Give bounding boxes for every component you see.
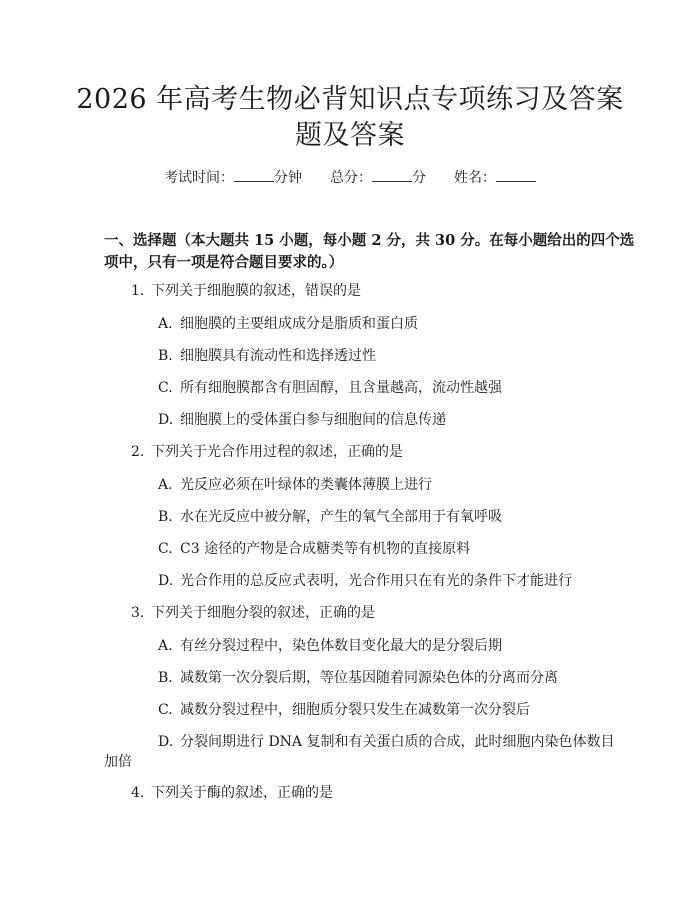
option-text: 有丝分裂过程中，染色体数目变化最大的是分裂后期 bbox=[180, 638, 502, 654]
q1-option-a bbox=[158, 314, 418, 334]
option-letter: C. bbox=[158, 380, 173, 396]
q1-option-d bbox=[158, 410, 446, 430]
question-number: 1. bbox=[131, 283, 145, 299]
q3-option-a bbox=[158, 636, 502, 656]
option-text: 分裂间期进行 DNA 复制和有关蛋白质的合成，此时细胞内染色体数目 bbox=[180, 734, 615, 750]
question-4 bbox=[131, 783, 333, 803]
q3-option-b bbox=[158, 668, 558, 688]
page-title-line1: 2026 年高考生物必背知识点专项练习及答案 bbox=[76, 84, 624, 115]
q3-option-c bbox=[158, 700, 530, 720]
time-label: 考试时间： bbox=[164, 170, 234, 186]
score-unit: 分 bbox=[412, 170, 426, 186]
q1-option-b bbox=[158, 346, 376, 366]
option-text: 细胞膜具有流动性和选择透过性 bbox=[180, 348, 376, 364]
option-letter: A. bbox=[158, 316, 173, 332]
option-text: 所有细胞膜都含有胆固醇，且含量越高，流动性越强 bbox=[180, 380, 502, 396]
q1-option-c bbox=[158, 378, 502, 398]
question-2 bbox=[131, 442, 403, 462]
option-letter: D. bbox=[158, 734, 174, 750]
time-unit: 分钟 bbox=[274, 170, 302, 186]
option-letter: A. bbox=[158, 477, 173, 493]
option-letter: B. bbox=[158, 509, 173, 525]
option-letter: A. bbox=[158, 638, 173, 654]
section-heading bbox=[104, 230, 635, 274]
option-text: 光合作用的总反应式表明，光合作用只在有光的条件下才能进行 bbox=[180, 573, 572, 589]
question-stem: 下列关于光合作用过程的叙述，正确的是 bbox=[151, 444, 403, 460]
time-blank bbox=[234, 167, 274, 182]
q3-option-d-wrap: 加倍 bbox=[104, 754, 132, 770]
question-stem: 下列关于细胞分裂的叙述，正确的是 bbox=[151, 605, 375, 621]
question-stem: 下列关于酶的叙述，正确的是 bbox=[151, 785, 333, 801]
option-letter: D. bbox=[158, 412, 174, 428]
section-heading-line1: 一、选择题（本大题共 15 小题，每小题 2 分，共 30 分。在每小题给出的四个选 bbox=[104, 232, 635, 249]
question-3 bbox=[131, 603, 375, 623]
question-number: 3. bbox=[131, 605, 145, 621]
exam-meta-row bbox=[0, 167, 700, 188]
option-text: 光反应必须在叶绿体的类囊体薄膜上进行 bbox=[180, 477, 432, 493]
page-title-line2: 题及答案 bbox=[295, 120, 405, 151]
option-text: 减数第一次分裂后期，等位基因随着同源染色体的分离而分离 bbox=[180, 670, 558, 686]
question-number: 2. bbox=[131, 444, 145, 460]
q2-option-c bbox=[158, 539, 470, 559]
q2-option-a bbox=[158, 475, 432, 495]
question-number: 4. bbox=[131, 785, 145, 801]
option-letter: C. bbox=[158, 541, 173, 557]
option-letter: D. bbox=[158, 573, 174, 589]
q3-option-d bbox=[158, 732, 614, 752]
name-label: 姓名： bbox=[454, 170, 496, 186]
option-text: 细胞膜上的受体蛋白参与细胞间的信息传递 bbox=[180, 412, 446, 428]
option-letter: B. bbox=[158, 670, 173, 686]
option-letter: C. bbox=[158, 702, 173, 718]
name-blank bbox=[496, 167, 536, 182]
score-blank bbox=[372, 167, 412, 182]
q2-option-d bbox=[158, 571, 572, 591]
option-text: 细胞膜的主要组成成分是脂质和蛋白质 bbox=[180, 316, 418, 332]
option-letter: B. bbox=[158, 348, 173, 364]
section-heading-line2: 项中，只有一项是符合题目要求的。） bbox=[104, 254, 344, 271]
question-stem: 下列关于细胞膜的叙述，错误的是 bbox=[151, 283, 361, 299]
option-text: 减数分裂过程中，细胞质分裂只发生在减数第一次分裂后 bbox=[180, 702, 530, 718]
q2-option-b bbox=[158, 507, 502, 527]
option-text: 水在光反应中被分解，产生的氧气全部用于有氧呼吸 bbox=[180, 509, 502, 525]
score-label: 总分： bbox=[330, 170, 372, 186]
question-1 bbox=[131, 281, 361, 301]
option-text: C3 途径的产物是合成糖类等有机物的直接原料 bbox=[180, 541, 471, 557]
